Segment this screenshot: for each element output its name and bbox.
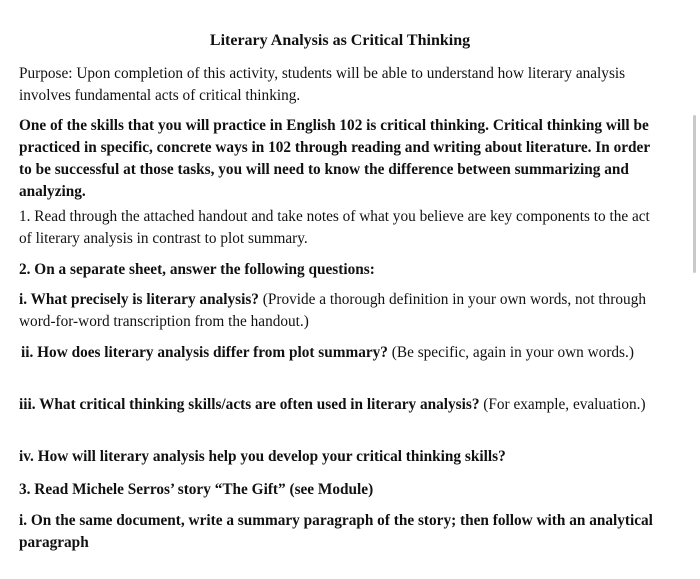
question-3-note: (For example, evaluation.): [479, 396, 646, 413]
question-2-text: ii. How does literary analysis differ from plot summary?: [21, 344, 388, 361]
question-3: [19, 394, 659, 416]
step-1-paragraph: 1. Read through the attached handout and take notes of what you believe are key components to the act of literary analysis in contrast to plot summary.: [19, 208, 650, 247]
step-2-heading: 2. On a separate sheet, answer the following questions:: [19, 261, 375, 278]
question-4-text: iv. How will literary analysis help you develop your critical thinking skills?: [19, 448, 506, 465]
question-1-note: (Provide a thorough definition in your own words, not through word-for-word transcription from the handout.): [19, 291, 646, 330]
question-1: [19, 289, 659, 333]
step-3-item: i. On the same document, write a summary paragraph of the story; then follow with an analytical paragraph: [19, 512, 653, 551]
question-2-note: (Be specific, again in your own words.): [387, 344, 634, 361]
scrollbar-thumb[interactable]: [693, 115, 696, 273]
intro-paragraph: One of the skills that you will practice in English 102 is critical thinking. Critical thinking will be practiced in specific, concrete ways in 102 through reading and writing about literature. In order to be successful at those tasks, you will need to know the difference between summarizing and analyzing.: [19, 117, 650, 200]
question-3-text: iii. What critical thinking skills/acts are often used in literary analysis?: [19, 396, 480, 413]
purpose-paragraph: Purpose: Upon completion of this activity, students will be able to understand how literary analysis involves fundamental acts of critical thinking.: [19, 65, 626, 104]
question-1-text: i. What precisely is literary analysis?: [19, 291, 259, 308]
document-title: Literary Analysis as Critical Thinking: [209, 32, 471, 49]
step-3-heading: 3. Read Michele Serros’ story “The Gift” (see Module): [19, 481, 374, 498]
question-4: [19, 446, 659, 468]
question-2: [21, 342, 661, 364]
